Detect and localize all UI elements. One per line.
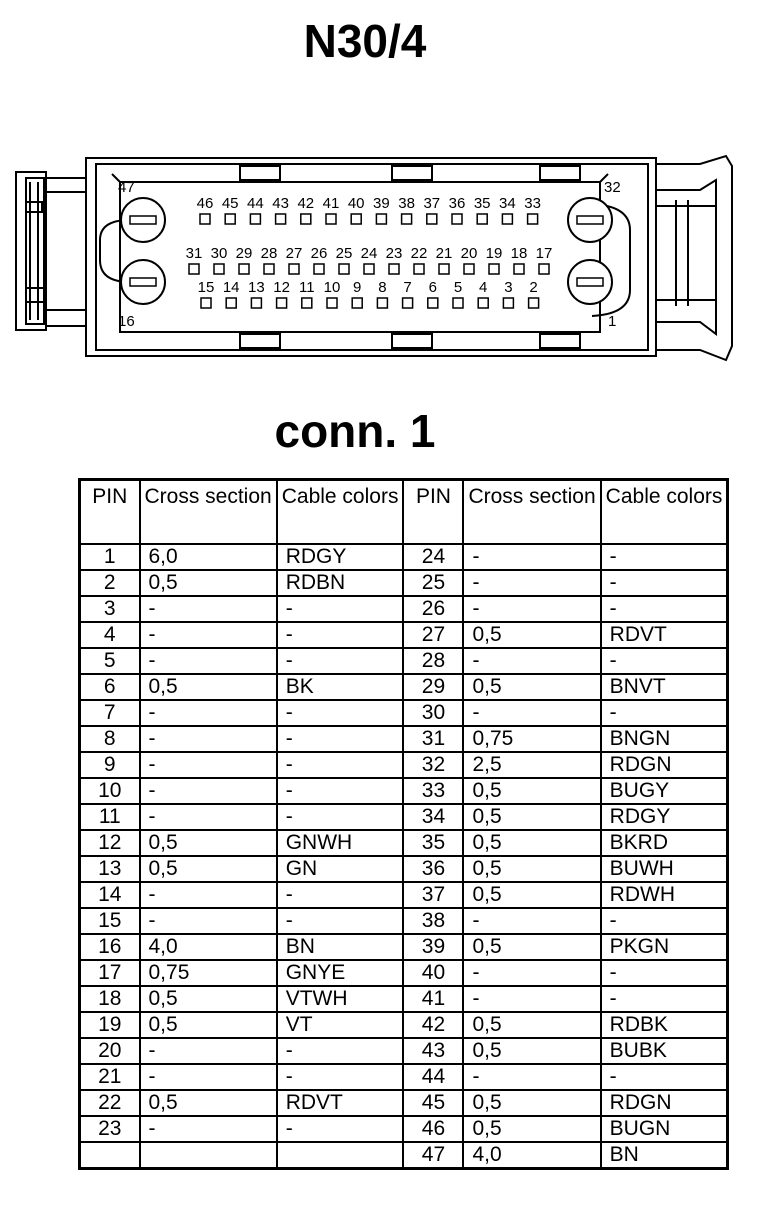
cross-section-cell: - [463,596,600,622]
cable-color-cell: BUGN [601,1116,728,1142]
pin-cavity [453,298,463,308]
table-row [80,648,728,674]
cross-section-cell: 0,5 [140,1012,277,1038]
cable-color-cell: - [277,622,404,648]
pin-number-cell: 21 [80,1064,140,1090]
cross-section-cell: 0,75 [140,960,277,986]
cable-color-cell: PKGN [601,934,728,960]
pin-cavity [503,298,513,308]
pin-cavity [389,264,399,274]
cross-section-cell: 4,0 [140,934,277,960]
pin-number-label: 37 [423,195,441,212]
cable-color-cell: GNYE [277,960,404,986]
pin-cavity [351,214,361,224]
pin-number-label: 30 [210,245,228,262]
cross-section-cell: - [140,1064,277,1090]
pin-cavity [289,264,299,274]
pin-cavity [414,264,424,274]
pin-number-label: 27 [285,245,303,262]
table-row [80,700,728,726]
cable-color-cell: RDGY [601,804,728,830]
cross-section-cell: 0,5 [463,934,600,960]
cross-section-cell: - [140,1116,277,1142]
pin-number-cell: 39 [403,934,463,960]
pin-assignment-table [78,478,729,1170]
cross-section-cell: 0,5 [140,986,277,1012]
cross-section-cell: 4,0 [463,1142,600,1169]
pin-number-label: 41 [322,195,340,212]
pin-cavity [489,264,499,274]
pin-number-cell: 25 [403,570,463,596]
cable-color-cell: - [601,908,728,934]
pin-number-cell: 26 [403,596,463,622]
cable-color-cell: - [277,1038,404,1064]
pin-cavity [427,214,437,224]
cable-color-cell: BNGN [601,726,728,752]
cable-color-cell: BNVT [601,674,728,700]
pin-number-label: 5 [453,279,463,296]
cross-section-cell: 0,5 [463,622,600,648]
pin-cavity [464,264,474,274]
pin-number-cell: 33 [403,778,463,804]
cross-section-cell: - [140,882,277,908]
pin-number-cell: 38 [403,908,463,934]
pin-number-cell: 24 [403,544,463,570]
pin-number-cell: 22 [80,1090,140,1116]
table-row [80,986,728,1012]
pin-number-label: 40 [347,195,365,212]
header-cable-colors: Cable colors [277,480,404,545]
pin-number-cell: 42 [403,1012,463,1038]
cross-section-cell: 0,5 [463,1090,600,1116]
pin-cavity [201,298,211,308]
pin-number-label: 31 [185,245,203,262]
pin-number-label: 43 [272,195,289,212]
cable-color-cell: - [601,570,728,596]
table-row [80,674,728,700]
pin-number-cell: 34 [403,804,463,830]
pin-number-cell: 27 [403,622,463,648]
pin-number-cell: 3 [80,596,140,622]
pin-cavity [250,214,260,224]
pin-number-cell: 37 [403,882,463,908]
cable-color-cell: BN [601,1142,728,1169]
pin-cavity [529,298,539,308]
pin-cavity [301,214,311,224]
cable-color-cell: BN [277,934,404,960]
pin-cavity [403,298,413,308]
cable-color-cell: - [601,700,728,726]
cross-section-cell: - [463,544,600,570]
pin-cavity [376,214,386,224]
cross-section-cell: - [463,986,600,1012]
pin-number-label: 9 [353,279,362,296]
cross-section-cell: 2,5 [463,752,600,778]
cable-color-cell: - [277,726,404,752]
cross-section-cell: - [463,648,600,674]
diagram-title: N30/4 [303,15,427,67]
table-row [80,1064,728,1090]
pin-number-cell: 14 [80,882,140,908]
pin-number-label: 21 [435,245,453,262]
pin-number-label: 4 [479,279,488,296]
pin-number-label: 2 [529,279,538,296]
pin-cavity [302,298,312,308]
cable-color-cell: BUWH [601,856,728,882]
cable-color-cell: RDBK [601,1012,728,1038]
pin-number-label: 7 [403,279,412,296]
pin-cavity [276,214,286,224]
cross-section-cell: 0,5 [463,1038,600,1064]
cable-color-cell: GNWH [277,830,404,856]
cross-section-cell: 0,5 [463,830,600,856]
cable-color-cell: - [277,1064,404,1090]
pin-cavity [277,298,287,308]
table-row [80,1012,728,1038]
pin-number-cell: 36 [403,856,463,882]
pin-number-cell: 4 [80,622,140,648]
pin-cavity [326,214,336,224]
table-row [80,544,728,570]
cross-section-cell: - [463,570,600,596]
pin-cavity [402,214,412,224]
table-row [80,856,728,882]
cable-color-cell [277,1142,404,1169]
pin-number-label: 13 [248,279,265,296]
pin-number-label: 18 [510,245,528,262]
cross-section-cell: 0,5 [140,830,277,856]
pin-cavity [528,214,538,224]
pin-number-cell: 10 [80,778,140,804]
pin-number-cell: 19 [80,1012,140,1038]
pin-number-cell [80,1142,140,1169]
pin-number-cell: 15 [80,908,140,934]
pin-cavity [452,214,462,224]
corner-label-1: 1 [608,313,617,330]
pin-number-cell: 2 [80,570,140,596]
cross-section-cell: - [140,804,277,830]
header-cross-section: Cross section [463,480,600,545]
pin-number-label: 38 [398,195,415,212]
cross-section-cell: - [140,596,277,622]
cable-color-cell: GN [277,856,404,882]
pin-cavity [478,298,488,308]
pin-cavity [439,264,449,274]
pin-number-label: 28 [260,245,278,262]
pin-cavity [339,264,349,274]
pin-number-label: 10 [323,279,341,296]
cross-section-cell: 0,5 [140,856,277,882]
table-row [80,1116,728,1142]
pin-number-label: 11 [299,279,315,296]
cross-section-cell: 0,5 [463,778,600,804]
cross-section-cell: 0,5 [140,570,277,596]
pin-number-label: 22 [410,245,428,262]
pin-cavity [214,264,224,274]
header-cable-colors: Cable colors [601,480,728,545]
cable-color-cell: - [277,804,404,830]
pin-number-label: 39 [373,195,390,212]
pin-cavity [477,214,487,224]
pin-cavity [327,298,337,308]
cable-color-cell: - [277,1116,404,1142]
cross-section-cell: - [463,960,600,986]
cable-color-cell: - [601,544,728,570]
cable-color-cell: - [601,960,728,986]
pin-number-label: 14 [222,279,240,296]
pin-number-cell: 9 [80,752,140,778]
cross-section-cell: - [463,908,600,934]
cable-color-cell: - [277,882,404,908]
pin-number-label: 17 [535,245,553,262]
table-row [80,882,728,908]
table-row [80,830,728,856]
cross-section-cell: 0,5 [140,1090,277,1116]
pin-cavity [502,214,512,224]
table-row [80,778,728,804]
cable-color-cell: - [277,908,404,934]
cross-section-cell: 0,5 [463,674,600,700]
pin-number-label: 45 [221,195,239,212]
cable-color-cell: RDGN [601,752,728,778]
cross-section-cell: - [140,648,277,674]
pin-number-label: 12 [273,279,290,296]
pin-number-cell: 32 [403,752,463,778]
cable-color-cell: RDWH [601,882,728,908]
pin-number-cell: 23 [80,1116,140,1142]
pin-number-cell: 40 [403,960,463,986]
cable-color-cell: - [277,752,404,778]
cross-section-cell: 0,5 [463,1012,600,1038]
corner-label-32: 32 [604,179,621,196]
cross-section-cell: 0,5 [463,856,600,882]
pin-number-cell: 17 [80,960,140,986]
pin-number-cell: 18 [80,986,140,1012]
table-row [80,934,728,960]
table-row [80,752,728,778]
pin-cavity [200,214,210,224]
pin-number-cell: 11 [80,804,140,830]
pin-number-cell: 1 [80,544,140,570]
table-row [80,1142,728,1169]
pin-cavity [189,264,199,274]
pin-number-label: 36 [448,195,466,212]
cross-section-cell: - [140,778,277,804]
pin-number-label: 29 [235,245,253,262]
header-pin: PIN [403,480,463,545]
cable-color-cell: - [277,648,404,674]
table-row [80,960,728,986]
cross-section-cell: - [463,1064,600,1090]
cross-section-cell: 0,5 [463,882,600,908]
table-header-row [80,480,728,545]
cable-color-cell: - [601,648,728,674]
table-row [80,596,728,622]
pin-cavity [251,298,261,308]
cable-color-cell: - [601,986,728,1012]
cross-section-cell: - [140,752,277,778]
pin-number-label: 35 [473,195,491,212]
pin-number-cell: 29 [403,674,463,700]
pin-number-label: 8 [378,279,387,296]
pin-number-label: 33 [524,195,541,212]
pin-number-cell: 6 [80,674,140,700]
cross-section-cell: 0,5 [140,674,277,700]
connector-subtitle: conn. 1 [274,405,436,457]
pin-number-label: 25 [335,245,353,262]
pin-cavity [226,298,236,308]
cross-section-cell: - [140,726,277,752]
cable-color-cell: - [277,778,404,804]
cable-color-cell: RDGY [277,544,404,570]
cable-color-cell: VTWH [277,986,404,1012]
pin-number-label: 15 [197,279,215,296]
pin-number-cell: 45 [403,1090,463,1116]
cross-section-cell: 0,75 [463,726,600,752]
pin-number-label: 44 [247,195,264,212]
cable-color-cell: VT [277,1012,404,1038]
cable-color-cell: BKRD [601,830,728,856]
corner-label-47: 47 [118,179,135,196]
cross-section-cell: 0,5 [463,1116,600,1142]
pin-cavity [314,264,324,274]
pin-number-cell: 20 [80,1038,140,1064]
pin-number-cell: 31 [403,726,463,752]
pin-number-label: 24 [360,245,378,262]
pin-number-label: 19 [485,245,503,262]
pin-number-cell: 35 [403,830,463,856]
table-row [80,908,728,934]
cable-color-cell: - [601,596,728,622]
pin-number-cell: 5 [80,648,140,674]
pin-number-cell: 13 [80,856,140,882]
cable-color-cell: - [601,1064,728,1090]
pin-cavity [514,264,524,274]
pin-cavity [352,298,362,308]
pin-number-label: 20 [460,245,478,262]
pin-number-cell: 41 [403,986,463,1012]
pin-cavity [225,214,235,224]
table-row [80,1090,728,1116]
cross-section-cell: - [140,908,277,934]
pin-number-cell: 47 [403,1142,463,1169]
corner-label-16: 16 [118,313,135,330]
pin-number-cell: 7 [80,700,140,726]
pin-cavity [264,264,274,274]
table-row [80,1038,728,1064]
pin-number-label: 46 [196,195,214,212]
header-cross-section: Cross section [140,480,277,545]
pin-number-label: 34 [499,195,516,212]
cable-color-cell: BUGY [601,778,728,804]
cross-section-cell: - [140,700,277,726]
pin-cavity [377,298,387,308]
cross-section-cell: - [463,700,600,726]
pin-cavity [364,264,374,274]
table-row [80,804,728,830]
pin-number-cell: 43 [403,1038,463,1064]
pin-number-cell: 8 [80,726,140,752]
pin-cavity [239,264,249,274]
header-pin: PIN [80,480,140,545]
pin-cavity [428,298,438,308]
cross-section-cell: 6,0 [140,544,277,570]
cable-color-cell: RDVT [601,622,728,648]
pin-number-label: 23 [385,245,403,262]
cable-color-cell: BUBK [601,1038,728,1064]
cable-color-cell: - [277,700,404,726]
pin-cavity [539,264,549,274]
pin-number-label: 26 [310,245,328,262]
cable-color-cell: RDGN [601,1090,728,1116]
cross-section-cell: 0,5 [463,804,600,830]
cable-color-cell: - [277,596,404,622]
table-row [80,622,728,648]
cross-section-cell: - [140,1038,277,1064]
pin-number-label: 6 [428,279,437,296]
pin-number-cell: 44 [403,1064,463,1090]
connector-drawing [0,150,768,370]
cable-color-cell: BK [277,674,404,700]
table-row [80,726,728,752]
cable-color-cell: RDVT [277,1090,404,1116]
pin-number-label: 3 [504,279,513,296]
pin-number-cell: 46 [403,1116,463,1142]
table-row [80,570,728,596]
cross-section-cell [140,1142,277,1169]
pin-number-cell: 12 [80,830,140,856]
cross-section-cell: - [140,622,277,648]
pin-number-label: 42 [297,195,315,212]
pin-number-cell: 16 [80,934,140,960]
pin-number-cell: 30 [403,700,463,726]
pin-number-cell: 28 [403,648,463,674]
cable-color-cell: RDBN [277,570,404,596]
